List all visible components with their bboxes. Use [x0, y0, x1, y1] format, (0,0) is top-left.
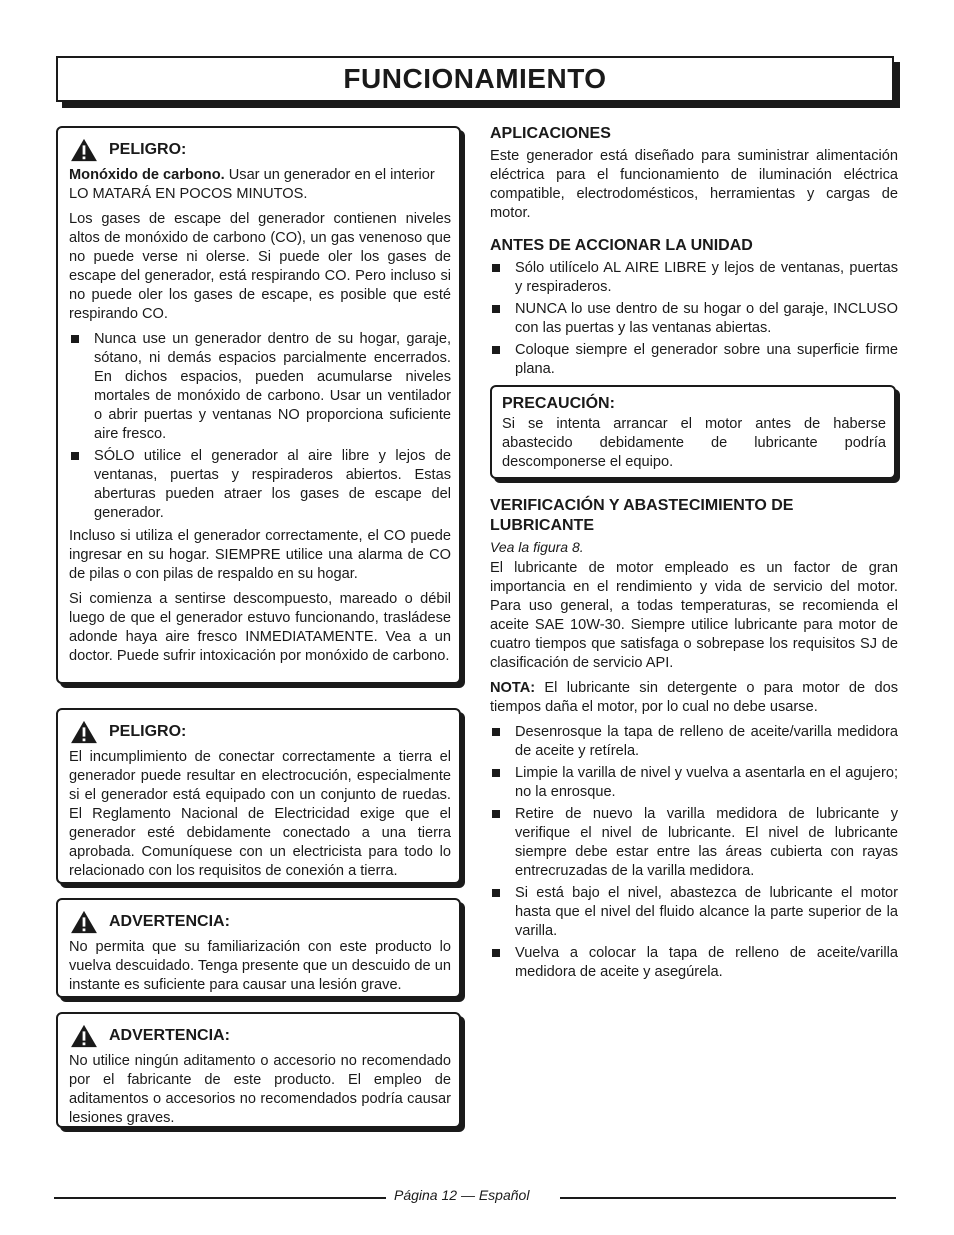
- box-label: PELIGRO:: [109, 141, 187, 158]
- warning-triangle-icon: [69, 1024, 99, 1048]
- warning-box-accessories: [56, 1012, 461, 1128]
- paragraph: El incumplimiento de conectar correctamente a tierra el generador puede resultar en electrocución, especialmente si el generador está equipado con un conjunto de ruedas. El Reglamento Nacional de Electricidad exige que el generador esté debidamente conectado a una tierra aprobada. Comuníquese con un electricista para todo lo relacionado con los requisitos de conexión a tierra.: [69, 749, 451, 879]
- section-antes: [490, 236, 898, 383]
- paragraph: Los gases de escape del generador contienen niveles altos de monóxido de carbono (CO), un gas venenoso que no puede verse ni olerse. Si puede oler los gases de escape del generador, está respirando CO. Pero incluso si no puede oler los gases de escape, es posible que esté respirando CO.: [69, 211, 451, 322]
- lead-paragraph: [69, 166, 451, 204]
- section-heading: ANTES DE ACCIONAR LA UNIDAD: [490, 237, 753, 254]
- footer-rule-left: [54, 1197, 386, 1199]
- box-header: [69, 1024, 451, 1048]
- note-paragraph: [490, 679, 898, 717]
- bullet-list: [490, 723, 898, 982]
- page-title: FUNCIONAMIENTO: [343, 63, 607, 94]
- figure-reference: Vea la figura 8.: [490, 539, 584, 555]
- lead-bold: Monóxido de carbono.: [69, 167, 225, 183]
- paragraph: Si se intenta arrancar el motor antes de haberse abastecido debidamente de lubricante podría descomponerse el equipo.: [502, 416, 886, 470]
- warning-triangle-icon: [69, 720, 99, 744]
- box-label: PRECAUCIÓN:: [502, 395, 615, 412]
- section-verificacion: [490, 496, 898, 986]
- danger-box-carbon-monoxide: [56, 126, 461, 684]
- list-item: NUNCA lo use dentro de su hogar o del garaje, INCLUSO con las puertas y las ventanas abiertas.: [490, 300, 898, 338]
- box-header: [69, 910, 451, 934]
- paragraph: No utilice ningún aditamento o accesorio no recomendado por el fabricante de este producto. El empleo de aditamentos o accesorios no recomendados podría causar lesiones graves.: [69, 1053, 451, 1126]
- list-item: Vuelva a colocar la tapa de relleno de aceite/varilla medidora de aceite y asegúrela.: [490, 944, 898, 982]
- caution-box-lubricant: [490, 385, 896, 479]
- list-item: Nunca use un generador dentro de su hogar, garaje, sótano, ni demás espacios parcialmente encerrados. En dichos espacios, pueden acumularse niveles mortales de monóxido de carbono. Usar un ventilador o abrir puertas y ventanas NO proporciona suficiente aire fresco.: [69, 330, 451, 444]
- section-heading: APLICACIONES: [490, 125, 611, 142]
- box-header: [502, 395, 886, 413]
- paragraph: Este generador está diseñado para suministrar alimentación eléctrica para el funcionamiento de iluminación eléctrica compatible, electrodomésticos, herramientas y cargas de motor.: [490, 148, 898, 221]
- list-item: Desenrosque la tapa de relleno de aceite/varilla medidora de aceite y retírela.: [490, 723, 898, 761]
- box-label: ADVERTENCIA:: [109, 913, 230, 930]
- list-item: Limpie la varilla de nivel y vuelva a asentarla en el agujero; no la enrosque.: [490, 764, 898, 802]
- paragraph: El lubricante de motor empleado es un factor de gran importancia en el rendimiento y vida de servicio del motor. Para uso general, a todas temperaturas, se recomienda el aceite SAE 10W-30. Siempre utilice lubricante para motor de cuatro tiempos que satisfaga o sobrepase los requisitos SJ de clasificación de servicio API.: [490, 560, 898, 671]
- paragraph: Si comienza a sentirse descompuesto, mareado o débil luego de que el generador estuvo funcionando, trasládese adonde haya aire fresco INMEDIATAMENTE. Vea a un doctor. Puede sufrir intoxicación por monóxido de carbono.: [69, 591, 451, 664]
- list-item: Coloque siempre el generador sobre una superficie firme plana.: [490, 341, 898, 379]
- list-item: SÓLO utilice el generador al aire libre y lejos de ventanas, puertas y respiraderos abiertos. Estas aberturas pueden atraer los gases de escape del generador.: [69, 447, 451, 523]
- warning-box-familiarization: [56, 898, 461, 998]
- list-item: Sólo utilícelo AL AIRE LIBRE y lejos de ventanas, puertas y respiraderos.: [490, 259, 898, 297]
- list-item: Retire de nuevo la varilla medidora de lubricante y verifique el nivel de lubricante. El nivel de lubricante siempre debe estar entre las áreas cubierta con rayas entrecruzadas de la varilla medidora.: [490, 805, 898, 881]
- section-heading: VERIFICACIÓN Y ABASTECIMIENTO DE LUBRICANTE: [490, 497, 794, 534]
- page-footer: Página 12 — Español: [394, 1187, 530, 1203]
- danger-box-grounding: [56, 708, 461, 884]
- bullet-list: [490, 259, 898, 379]
- warning-triangle-icon: [69, 910, 99, 934]
- box-label: ADVERTENCIA:: [109, 1027, 230, 1044]
- note-label: NOTA:: [490, 680, 536, 696]
- box-header: [69, 720, 451, 744]
- bullet-list: [69, 330, 451, 523]
- note-text: El lubricante sin detergente o para motor de dos tiempos daña el motor, por lo cual no debe usarse.: [490, 680, 898, 715]
- footer-rule-right: [560, 1197, 896, 1199]
- paragraph: Incluso si utiliza el generador correctamente, el CO puede ingresar en su hogar. SIEMPRE utilice una alarma de CO de pilas o con pilas de respaldo en su hogar.: [69, 528, 451, 582]
- paragraph: No permita que su familiarización con este producto lo vuelva descuidado. Tenga presente que un descuido de un instante es suficiente para causar una lesión grave.: [69, 939, 451, 993]
- box-label: PELIGRO:: [109, 723, 187, 740]
- section-aplicaciones: [490, 124, 898, 229]
- list-item: Si está bajo el nivel, abastezca de lubricante el motor hasta que el nivel del fluido alcance la parte superior de la varilla.: [490, 884, 898, 941]
- box-header: [69, 138, 451, 162]
- lead-rest: Usar un generador en el interior LO MATARÁ EN POCOS MINUTOS.: [69, 167, 435, 202]
- warning-triangle-icon: [69, 138, 99, 162]
- page-title-box: [56, 56, 894, 102]
